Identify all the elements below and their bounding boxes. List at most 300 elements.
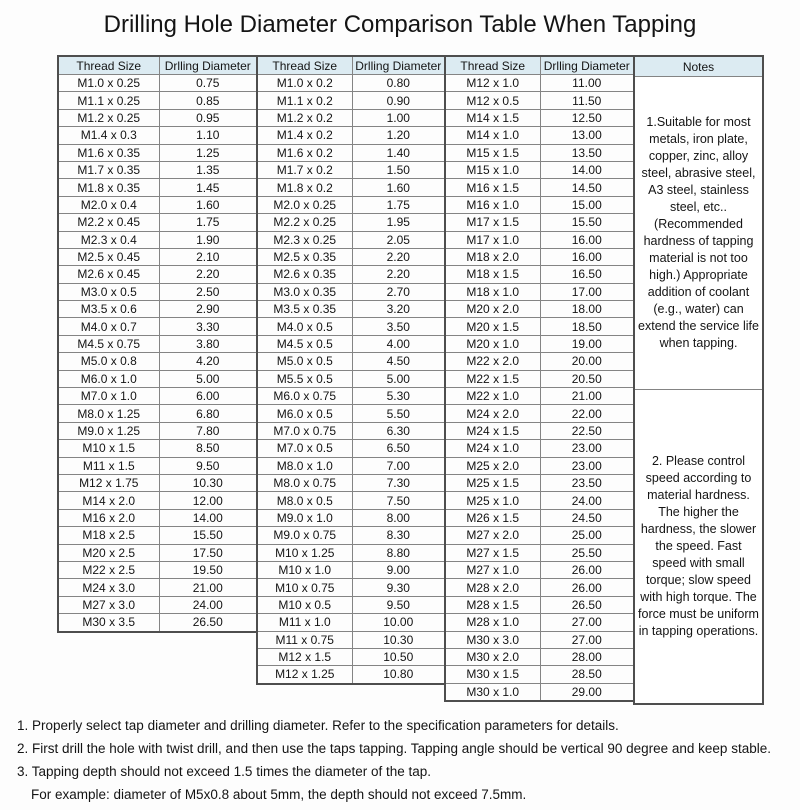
table-cell: 2.70 [352,283,445,300]
table-cell: 3.50 [352,318,445,335]
table-row [445,318,634,335]
table-cell: 7.80 [159,422,257,439]
table-cell: 11.50 [540,92,634,109]
table-cell: M9.0 x 1.0 [257,509,352,526]
table-row [257,109,445,126]
table-cell: 25.00 [540,527,634,544]
table-cell: M4.0 x 0.7 [58,318,159,335]
table-cell: M24 x 2.0 [445,405,540,422]
table-group-1 [57,55,258,633]
table-cell: 24.00 [159,596,257,613]
table-row [445,648,634,665]
table-row [445,457,634,474]
table-row [58,144,257,161]
table-cell: 1.95 [352,214,445,231]
table-cell: M8.0 x 0.5 [257,492,352,509]
table-cell: 1.60 [159,196,257,213]
table-cell: 22.00 [540,405,634,422]
table-cell: 12.00 [159,492,257,509]
table-cell: M1.4 x 0.2 [257,127,352,144]
table-row [445,214,634,231]
table-cell: M2.3 x 0.25 [257,231,352,248]
table-cell: M11 x 1.5 [58,457,159,474]
table-cell: 19.00 [540,335,634,352]
table-cell: M1.7 x 0.2 [257,161,352,178]
page-title: Drilling Hole Diameter Comparison Table When Tapping [103,11,697,38]
table-cell: M3.0 x 0.35 [257,283,352,300]
table-cell: M18 x 1.5 [445,266,540,283]
table-cell: 2.10 [159,248,257,265]
table-row [58,370,257,387]
table-cell: 1.75 [352,196,445,213]
table-cell: M17 x 1.5 [445,214,540,231]
table-cell: 7.00 [352,457,445,474]
table-cell: 5.30 [352,388,445,405]
table-cell: 8.50 [159,440,257,457]
table-row [445,231,634,248]
table-row [445,683,634,701]
table-cell: 1.25 [159,144,257,161]
table-row [257,75,445,92]
table-cell: 1.90 [159,231,257,248]
table-cell: M20 x 1.0 [445,335,540,352]
table-row [257,161,445,178]
table-cell: 5.50 [352,405,445,422]
comparison-table [57,55,800,705]
table-cell: M14 x 1.0 [445,127,540,144]
table-cell: 12.50 [540,109,634,126]
table-cell: 4.50 [352,353,445,370]
table-cell: M12 x 1.0 [445,75,540,92]
table-row [257,457,445,474]
table-row [445,283,634,300]
table-cell: M18 x 2.0 [445,248,540,265]
table-cell: 0.90 [352,92,445,109]
table-row [58,231,257,248]
table-row [58,405,257,422]
table-cell: M16 x 1.0 [445,196,540,213]
table-cell: M2.0 x 0.4 [58,196,159,213]
table-row [445,596,634,613]
table-cell: M15 x 1.5 [445,144,540,161]
table-cell: M28 x 1.0 [445,614,540,631]
table-cell: 1.60 [352,179,445,196]
table-cell: 23.00 [540,457,634,474]
table-cell: M9.0 x 0.75 [257,527,352,544]
table-cell: M11 x 1.0 [257,614,352,631]
table-cell: M1.2 x 0.25 [58,109,159,126]
table-cell: 20.50 [540,370,634,387]
table-cell: M20 x 1.5 [445,318,540,335]
table-row [445,335,634,352]
table-row [257,509,445,526]
table-cell: M6.0 x 0.75 [257,388,352,405]
table-cell: M2.5 x 0.45 [58,248,159,265]
table-cell: M10 x 1.5 [58,440,159,457]
table-cell: M3.5 x 0.6 [58,301,159,318]
table-row [257,283,445,300]
column-header-drilling-diameter: Drlling Diameter [352,56,445,75]
table-cell: M12 x 1.5 [257,648,352,665]
table-row [445,196,634,213]
footnote-3: 3. Tapping depth should not exceed 1.5 times the diameter of the tap. [17,764,432,779]
table-cell: M27 x 1.0 [445,561,540,578]
table-cell: 17.00 [540,283,634,300]
table-cell: M14 x 1.5 [445,109,540,126]
table-cell: 22.50 [540,422,634,439]
table-row [257,266,445,283]
table-cell: M22 x 2.5 [58,561,159,578]
table-cell: 27.00 [540,614,634,631]
table-row [445,353,634,370]
table-cell: M4.5 x 0.5 [257,335,352,352]
table-cell: M10 x 0.75 [257,579,352,596]
table-cell: 0.75 [159,75,257,92]
table-row [445,492,634,509]
table-cell: 8.80 [352,544,445,561]
table-cell: 26.50 [159,614,257,632]
header-row [445,56,634,75]
table-row [445,144,634,161]
table-cell: 29.00 [540,683,634,701]
table-cell: 27.00 [540,631,634,648]
table-row [257,648,445,665]
table-cell: M6.0 x 1.0 [58,370,159,387]
table-cell: M6.0 x 0.5 [257,405,352,422]
table-cell: M25 x 2.0 [445,457,540,474]
table-cell: 28.50 [540,666,634,683]
table-cell: M27 x 2.0 [445,527,540,544]
table-cell: M5.0 x 0.8 [58,353,159,370]
table-cell: M2.5 x 0.35 [257,248,352,265]
table-cell: 10.50 [352,648,445,665]
table-row [58,283,257,300]
table-row [257,92,445,109]
table-cell: M30 x 1.0 [445,683,540,701]
table-row [58,335,257,352]
table-cell: 2.20 [159,266,257,283]
table-cell: 1.35 [159,161,257,178]
table-row [58,579,257,596]
table-cell: 0.85 [159,92,257,109]
table-row [257,596,445,613]
table-cell: M1.1 x 0.25 [58,92,159,109]
table-row [445,92,634,109]
table-cell: M1.0 x 0.25 [58,75,159,92]
table-cell: M2.6 x 0.45 [58,266,159,283]
table-cell: M30 x 1.5 [445,666,540,683]
column-header-thread-size: Thread Size [445,56,540,75]
table-row [445,561,634,578]
table-row [257,405,445,422]
table-cell: M20 x 2.0 [445,301,540,318]
table-cell: M18 x 2.5 [58,527,159,544]
table-row [445,179,634,196]
table-cell: M27 x 1.5 [445,544,540,561]
table-cell: 21.00 [540,388,634,405]
table-cell: 23.00 [540,440,634,457]
table-cell: M10 x 0.5 [257,596,352,613]
table-cell: 15.00 [540,196,634,213]
footnotes [17,719,800,803]
table-row [58,388,257,405]
table-row [257,422,445,439]
table-cell: 20.00 [540,353,634,370]
table-cell: M22 x 1.0 [445,388,540,405]
table-cell: M14 x 2.0 [58,492,159,509]
column-header-thread-size: Thread Size [257,56,352,75]
table-cell: M25 x 1.5 [445,474,540,491]
table-cell: 2.20 [352,266,445,283]
table-cell: 21.00 [159,579,257,596]
table-row [58,214,257,231]
table-cell: 8.00 [352,509,445,526]
note-cell-1: 1.Suitable for most metals, iron plate, copper, zinc, alloy steel, abrasive steel, A3 steel, stainless steel, etc..(Recommended hardness of tapping material is not too high.) Appropriate addition of coolant (e.g., water) can extend the service life when tapping. [635,77,762,390]
table-cell: 16.00 [540,248,634,265]
table-cell: 24.50 [540,509,634,526]
table-row [257,527,445,544]
table-cell: M22 x 1.5 [445,370,540,387]
table-cell: 5.00 [352,370,445,387]
table-row [58,353,257,370]
table-cell: 16.50 [540,266,634,283]
table-cell: 2.05 [352,231,445,248]
table-row [58,75,257,92]
table-row [257,474,445,491]
table-cell: M8.0 x 1.0 [257,457,352,474]
table-cell: 23.50 [540,474,634,491]
table-cell: 9.00 [352,561,445,578]
table-cell: M16 x 1.5 [445,179,540,196]
table-row [58,196,257,213]
table-row [257,631,445,648]
table-row [58,422,257,439]
table-row [445,544,634,561]
table-cell: 14.50 [540,179,634,196]
table-cell: M25 x 1.0 [445,492,540,509]
table-cell: M3.5 x 0.35 [257,301,352,318]
table-cell: M8.0 x 1.25 [58,405,159,422]
table-row [445,440,634,457]
table-row [445,666,634,683]
table-cell: 24.00 [540,492,634,509]
column-header-drilling-diameter: Drlling Diameter [159,56,257,75]
table-cell: 0.95 [159,109,257,126]
table-row [257,335,445,352]
table-row [257,214,445,231]
table-row [58,318,257,335]
table-cell: 9.50 [159,457,257,474]
table-row [257,579,445,596]
table-row [445,127,634,144]
table-row [257,561,445,578]
table-row [58,127,257,144]
table-row [58,596,257,613]
table-cell: 1.20 [352,127,445,144]
table-cell: 15.50 [540,214,634,231]
table-cell: M9.0 x 1.25 [58,422,159,439]
table-row [58,527,257,544]
table-cell: 4.00 [352,335,445,352]
table-row [58,248,257,265]
table-cell: 1.00 [352,109,445,126]
header-row [58,56,257,75]
table-cell: M30 x 3.0 [445,631,540,648]
table-cell: M8.0 x 0.75 [257,474,352,491]
table-group-3 [444,55,635,702]
table-cell: 11.00 [540,75,634,92]
column-header-drilling-diameter: Drlling Diameter [540,56,634,75]
table-row [445,388,634,405]
table-row [445,161,634,178]
table-cell: 9.50 [352,596,445,613]
table-cell: M11 x 0.75 [257,631,352,648]
table-cell: 26.00 [540,579,634,596]
table-row [58,301,257,318]
table-cell: 13.00 [540,127,634,144]
table-row [445,266,634,283]
table-cell: M18 x 1.0 [445,283,540,300]
table-cell: 1.45 [159,179,257,196]
table-cell: M30 x 2.0 [445,648,540,665]
table-row [257,196,445,213]
table-row [58,561,257,578]
table-cell: M1.4 x 0.3 [58,127,159,144]
table-cell: 6.50 [352,440,445,457]
table-cell: M26 x 1.5 [445,509,540,526]
table-cell: 1.50 [352,161,445,178]
table-cell: M22 x 2.0 [445,353,540,370]
table-cell: M16 x 2.0 [58,509,159,526]
table-cell: M7.0 x 0.75 [257,422,352,439]
table-cell: M2.2 x 0.45 [58,214,159,231]
table-cell: M1.1 x 0.2 [257,92,352,109]
table-cell: M2.6 x 0.35 [257,266,352,283]
table-cell: M15 x 1.0 [445,161,540,178]
table-cell: M24 x 1.5 [445,422,540,439]
table-row [257,666,445,684]
table-group-2 [256,55,446,685]
table-cell: 26.50 [540,596,634,613]
table-row [445,75,634,92]
table-cell: 8.30 [352,527,445,544]
table-cell: M17 x 1.0 [445,231,540,248]
table-row [257,388,445,405]
table-row [257,440,445,457]
table-cell: M1.8 x 0.2 [257,179,352,196]
table-cell: 6.00 [159,388,257,405]
table-cell: M1.2 x 0.2 [257,109,352,126]
table-cell: M10 x 1.25 [257,544,352,561]
table-cell: 2.50 [159,283,257,300]
table-cell: 14.00 [540,161,634,178]
table-cell: M12 x 1.25 [257,666,352,684]
footnote-2: 2. First drill the hole with twist drill, and then use the taps tapping. Tapping angle should be vertical 90 degree and keep stable. [17,741,771,756]
table-cell: 4.20 [159,353,257,370]
table-cell: 18.50 [540,318,634,335]
table-cell: M5.0 x 0.5 [257,353,352,370]
footnote-example: For example: diameter of M5x0.8 about 5mm, the depth should not exceed 7.5mm. [31,787,527,802]
table-cell: 18.00 [540,301,634,318]
table-row [257,544,445,561]
table-cell: 19.50 [159,561,257,578]
table-row [257,492,445,509]
table-row [58,457,257,474]
table-cell: M1.6 x 0.2 [257,144,352,161]
table-cell: 25.50 [540,544,634,561]
table-cell: 15.50 [159,527,257,544]
table-cell: 7.30 [352,474,445,491]
header-row [257,56,445,75]
table-row [58,492,257,509]
table-cell: M4.5 x 0.75 [58,335,159,352]
table-row [445,631,634,648]
table-row [257,248,445,265]
table-row [58,109,257,126]
table-row [58,614,257,632]
table-cell: M24 x 3.0 [58,579,159,596]
table-cell: M1.7 x 0.35 [58,161,159,178]
table-cell: 2.20 [352,248,445,265]
table-row [445,109,634,126]
table-cell: 16.00 [540,231,634,248]
table-cell: M4.0 x 0.5 [257,318,352,335]
table-cell: M1.8 x 0.35 [58,179,159,196]
table-cell: 17.50 [159,544,257,561]
table-cell: M12 x 1.75 [58,474,159,491]
table-cell: 1.75 [159,214,257,231]
column-header-notes: Notes [635,57,762,77]
table-row [257,301,445,318]
table-row [257,614,445,631]
table-row [58,92,257,109]
table-cell: 14.00 [159,509,257,526]
notes-column [633,55,764,705]
table-cell: 10.30 [159,474,257,491]
table-row [257,318,445,335]
table-cell: 10.30 [352,631,445,648]
column-header-thread-size: Thread Size [58,56,159,75]
table-cell: 28.00 [540,648,634,665]
table-cell: 1.10 [159,127,257,144]
table-row [445,614,634,631]
table-row [445,248,634,265]
table-row [257,127,445,144]
table-cell: M28 x 2.0 [445,579,540,596]
table-cell: M12 x 0.5 [445,92,540,109]
table-row [257,179,445,196]
table-cell: 1.40 [352,144,445,161]
table-row [58,474,257,491]
table-row [445,579,634,596]
table-cell: M28 x 1.5 [445,596,540,613]
table-cell: 3.80 [159,335,257,352]
table-row [445,301,634,318]
table-row [445,474,634,491]
table-row [58,440,257,457]
note-cell-2: 2. Please control speed according to material hardness. The higher the hardness, the slower the speed. Fast speed with small torque; slow speed with high torque. The force must be uniform in tapping operations. [638,454,759,638]
table-cell: M20 x 2.5 [58,544,159,561]
table-cell: 2.90 [159,301,257,318]
table-row [58,161,257,178]
table-cell: M7.0 x 0.5 [257,440,352,457]
table-cell: M24 x 1.0 [445,440,540,457]
table-cell: 9.30 [352,579,445,596]
table-row [58,266,257,283]
table-cell: 6.80 [159,405,257,422]
table-cell: 7.50 [352,492,445,509]
table-row [445,405,634,422]
